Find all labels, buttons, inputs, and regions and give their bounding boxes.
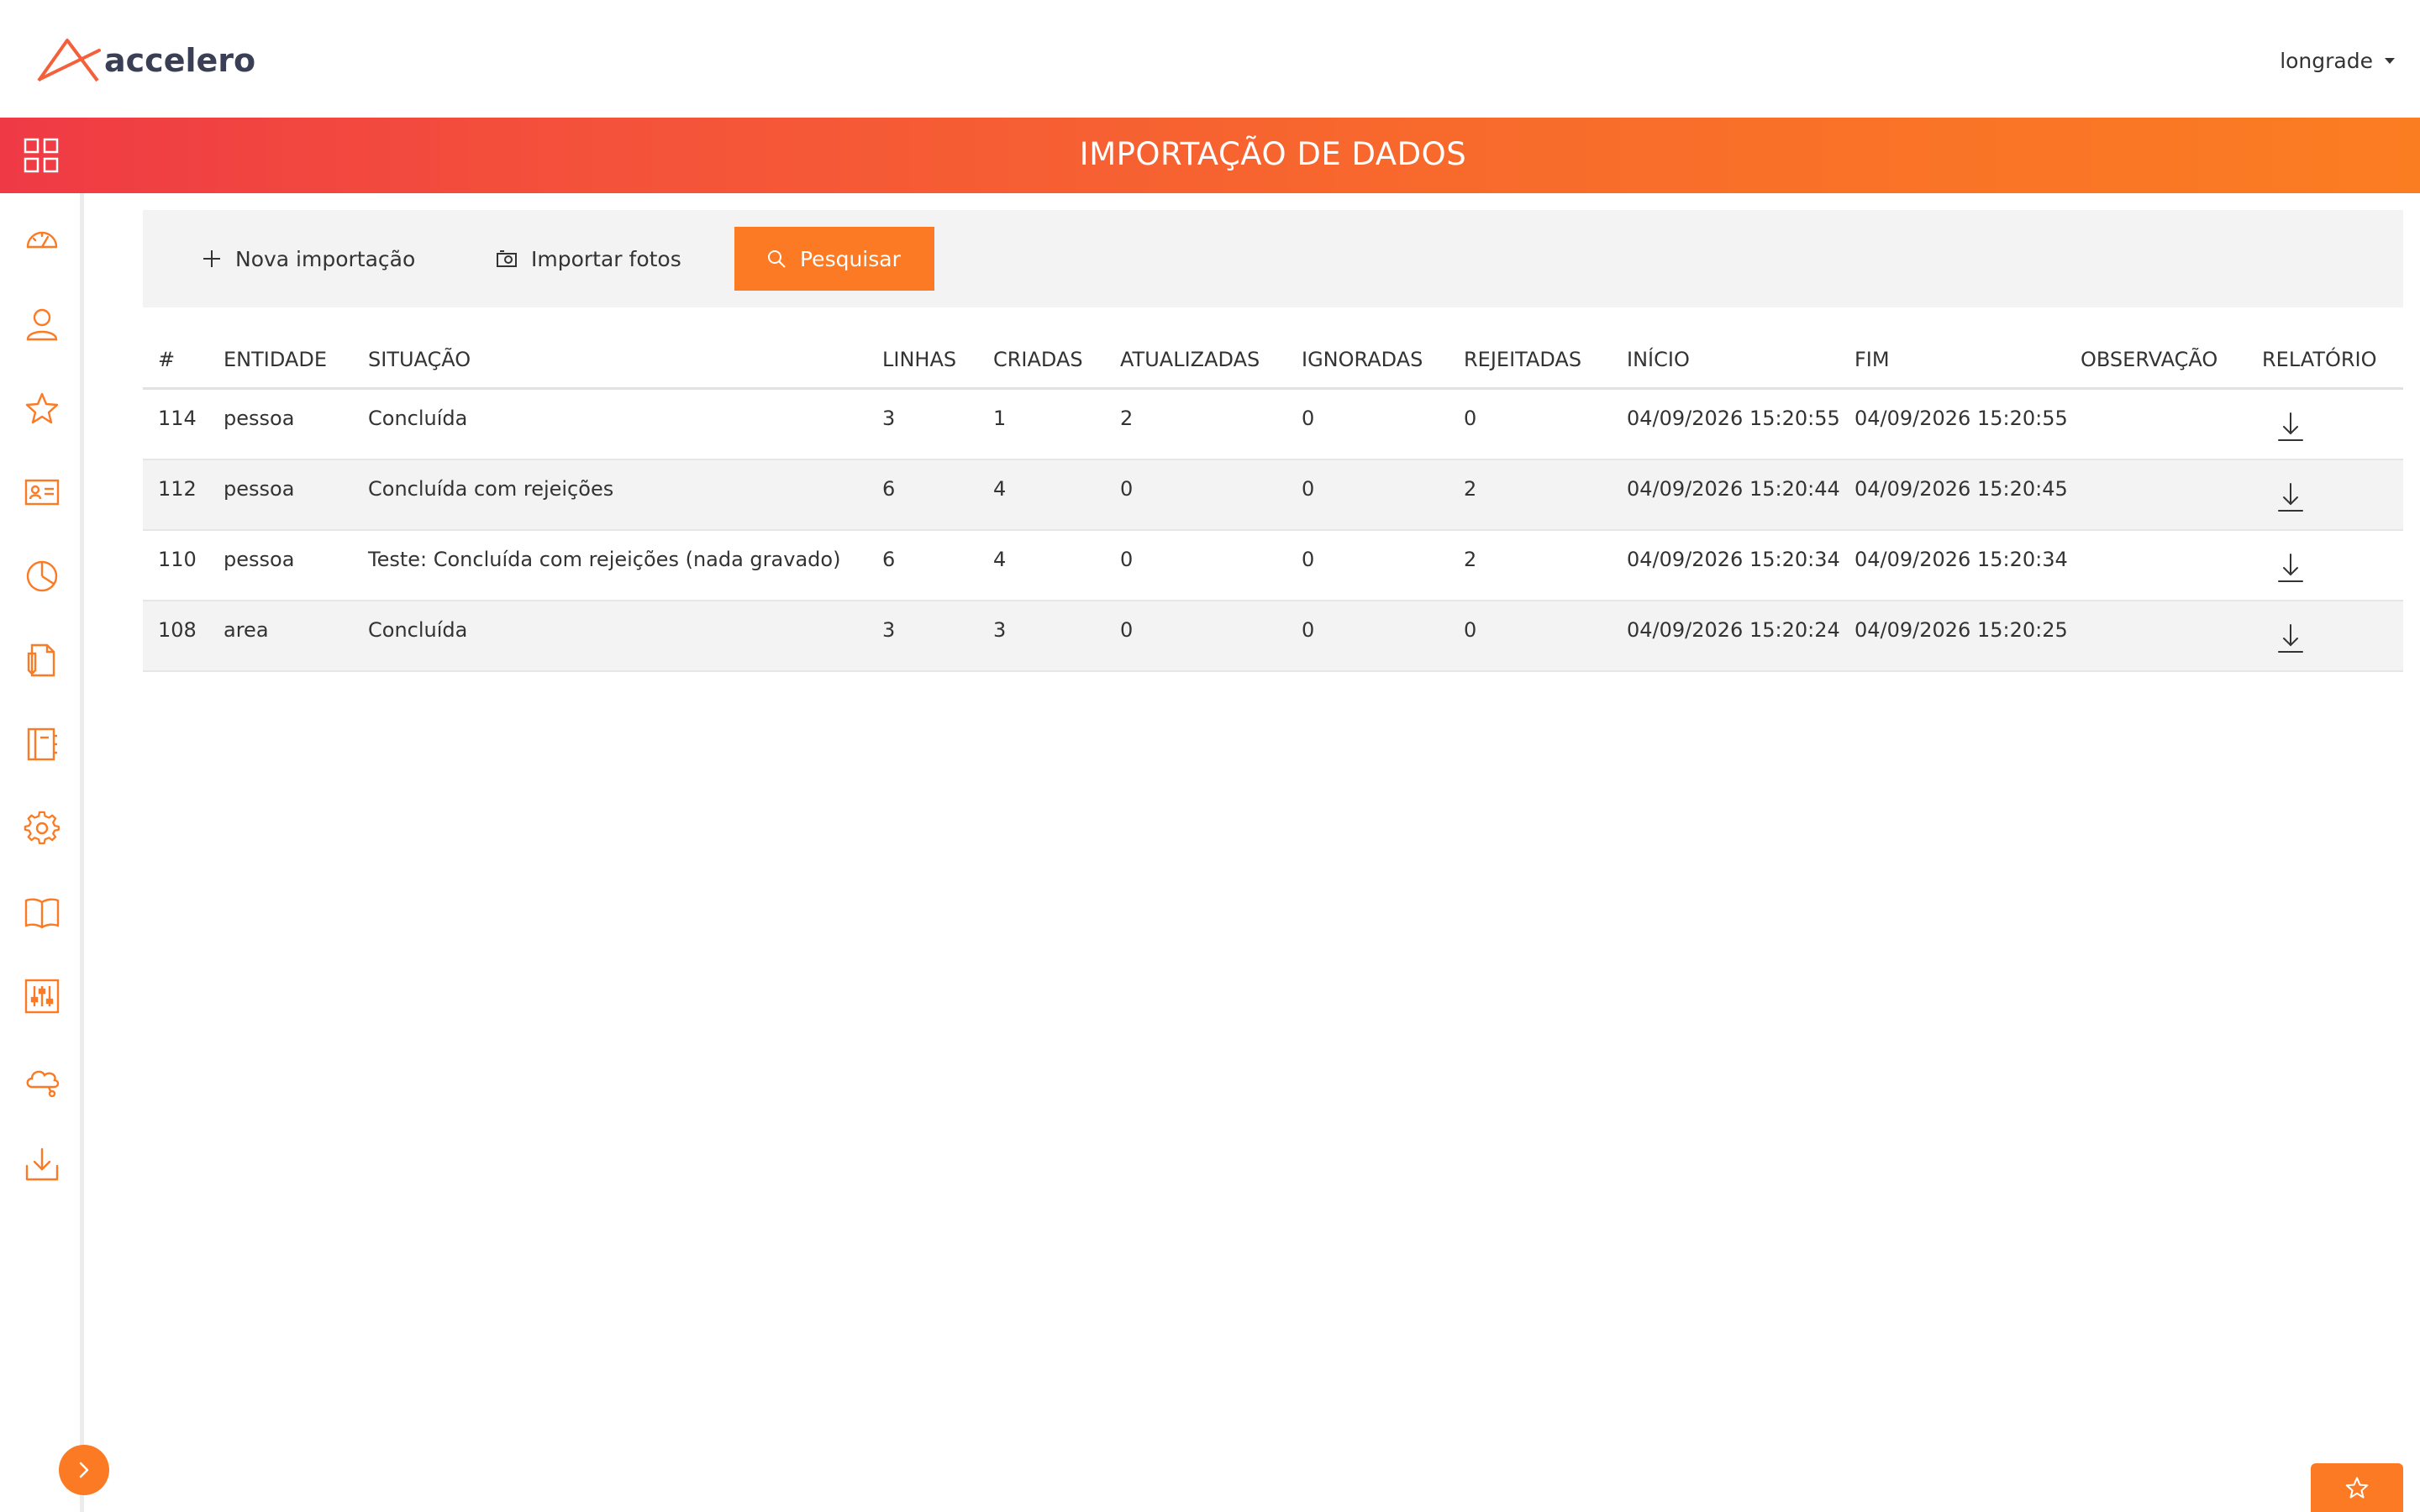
cell-fim: 04/09/2026 15:20:25 (1854, 618, 2068, 642)
cell-criadas: 4 (993, 548, 1007, 571)
cell-rejeitadas: 0 (1464, 618, 1477, 642)
col-rejeitadas[interactable]: REJEITADAS (1464, 348, 1582, 371)
table-row[interactable] (143, 531, 2403, 601)
sidebar-item-manual[interactable] (22, 892, 62, 932)
cell-linhas: 6 (882, 548, 896, 571)
cell-criadas: 4 (993, 477, 1007, 501)
user-name: longrade (2280, 49, 2373, 73)
cell-fim: 04/09/2026 15:20:45 (1854, 477, 2068, 501)
cell-linhas: 3 (882, 407, 896, 430)
cell-fim: 04/09/2026 15:20:34 (1854, 548, 2068, 571)
cell-linhas: 6 (882, 477, 896, 501)
page-banner (0, 118, 2420, 193)
sidebar-item-favorites[interactable] (22, 388, 62, 428)
cell-inicio: 04/09/2026 15:20:44 (1627, 477, 1840, 501)
cell-situacao: Concluída com rejeições (368, 477, 614, 501)
plus-icon (202, 249, 222, 269)
sidebar-item-people[interactable] (22, 304, 62, 344)
cell-inicio: 04/09/2026 15:20:55 (1627, 407, 1840, 430)
sidebar-expand-button[interactable] (59, 1445, 109, 1495)
cell-situacao: Concluída (368, 407, 468, 430)
cell-criadas: 3 (993, 618, 1007, 642)
sidebar-item-adjustments[interactable] (22, 976, 62, 1016)
cell-id: 112 (158, 477, 197, 501)
cell-ignoradas: 0 (1302, 407, 1315, 430)
sidebar-item-cloud[interactable] (22, 1060, 62, 1100)
cell-id: 114 (158, 407, 197, 430)
cell-rejeitadas: 2 (1464, 548, 1477, 571)
cell-inicio: 04/09/2026 15:20:34 (1627, 548, 1840, 571)
download-report-icon[interactable] (2275, 480, 2306, 514)
col-situacao[interactable]: SITUAÇÃO (368, 348, 471, 371)
cell-atualizadas: 0 (1120, 477, 1134, 501)
cell-ignoradas: 0 (1302, 548, 1315, 571)
caret-down-icon (2385, 58, 2395, 64)
col-fim[interactable]: FIM (1854, 348, 1890, 371)
sliders-icon (24, 978, 60, 1015)
cell-inicio: 04/09/2026 15:20:24 (1627, 618, 1840, 642)
favorites-button[interactable] (2311, 1463, 2403, 1512)
cell-atualizadas: 0 (1120, 618, 1134, 642)
sidebar-item-documents[interactable] (22, 640, 62, 680)
sidebar-item-settings[interactable] (22, 808, 62, 848)
col-atualizadas[interactable]: ATUALIZADAS (1120, 348, 1260, 371)
cell-entidade: pessoa (224, 407, 295, 430)
sidebar (0, 193, 84, 1512)
cell-ignoradas: 0 (1302, 618, 1315, 642)
cell-linhas: 3 (882, 618, 896, 642)
cell-ignoradas: 0 (1302, 477, 1315, 501)
sidebar-item-dashboard[interactable] (22, 220, 62, 260)
download-report-icon[interactable] (2275, 551, 2306, 585)
table-row[interactable] (143, 460, 2403, 531)
page-title: IMPORTAÇÃO DE DADOS (1079, 136, 1467, 172)
pie-chart-icon (24, 558, 60, 595)
logo-mark-icon (35, 35, 103, 86)
cell-id: 108 (158, 618, 197, 642)
document-icon (24, 642, 60, 679)
cell-atualizadas: 2 (1120, 407, 1134, 430)
new-import-button[interactable] (202, 227, 415, 291)
app-logo[interactable] (35, 34, 255, 87)
download-report-icon[interactable] (2275, 410, 2306, 444)
col-relatorio[interactable]: RELATÓRIO (2262, 348, 2377, 371)
table-row[interactable] (143, 390, 2403, 460)
col-observacao[interactable]: OBSERVAÇÃO (2081, 348, 2218, 371)
chevron-right-icon (76, 1460, 92, 1480)
camera-icon (496, 249, 518, 268)
import-photos-button[interactable] (496, 227, 681, 291)
person-icon (24, 306, 60, 343)
cell-criadas: 1 (993, 407, 1007, 430)
cell-rejeitadas: 0 (1464, 407, 1477, 430)
col-id[interactable]: # (158, 348, 176, 371)
col-entidade[interactable]: ENTIDADE (224, 348, 327, 371)
logo-text: accelero (104, 42, 256, 79)
gear-icon (24, 810, 60, 847)
sidebar-item-download[interactable] (22, 1144, 62, 1184)
cell-entidade: pessoa (224, 477, 295, 501)
cell-situacao: Concluída (368, 618, 468, 642)
cell-rejeitadas: 2 (1464, 477, 1477, 501)
sidebar-item-reports[interactable] (22, 556, 62, 596)
book-icon (24, 894, 60, 931)
table-header (143, 336, 2403, 390)
cell-fim: 04/09/2026 15:20:55 (1854, 407, 2068, 430)
id-card-icon (24, 474, 60, 511)
col-linhas[interactable]: LINHAS (882, 348, 957, 371)
download-report-icon[interactable] (2275, 622, 2306, 655)
imports-table (143, 336, 2403, 672)
search-label: Pesquisar (800, 246, 901, 271)
user-menu[interactable] (2280, 49, 2395, 73)
col-criadas[interactable]: CRIADAS (993, 348, 1083, 371)
dashboard-icon (24, 222, 60, 259)
search-icon (766, 249, 786, 269)
search-button[interactable] (734, 227, 934, 291)
import-photos-label: Importar fotos (531, 246, 681, 271)
toolbar (143, 210, 2403, 307)
download-icon (24, 1146, 60, 1183)
top-header (0, 0, 2420, 118)
new-import-label: Nova importação (235, 246, 416, 271)
star-icon (24, 390, 60, 427)
notebook-icon (24, 726, 60, 763)
star-outline-icon (2344, 1475, 2370, 1500)
cell-atualizadas: 0 (1120, 548, 1134, 571)
table-row[interactable] (143, 601, 2403, 672)
cell-id: 110 (158, 548, 197, 571)
col-inicio[interactable]: INÍCIO (1627, 348, 1690, 371)
cell-situacao: Teste: Concluída com rejeições (nada gravado) (368, 548, 841, 571)
cell-entidade: pessoa (224, 548, 295, 571)
sidebar-item-cards[interactable] (22, 472, 62, 512)
cell-entidade: area (224, 618, 269, 642)
sidebar-item-notebook[interactable] (22, 724, 62, 764)
cloud-icon (24, 1062, 60, 1099)
col-ignoradas[interactable]: IGNORADAS (1302, 348, 1423, 371)
